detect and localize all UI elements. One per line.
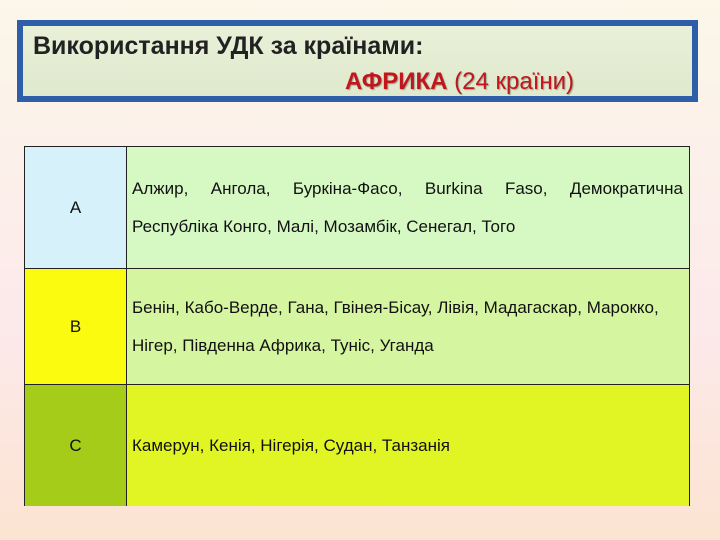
subtitle-region: АФРИКА bbox=[345, 68, 448, 95]
countries-list-a: Алжир, Ангола, Буркіна-Фасо, Burkina Faso, Демократична Республіка Конго, Малі, Мозамбік, Сенегал, Того bbox=[132, 178, 683, 236]
category-letter-c: C bbox=[25, 385, 127, 506]
category-table bbox=[24, 146, 690, 506]
countries-list-b: Бенін, Кабо-Верде, Гана, Гвінея-Бісау, Лівія, Мадагаскар, Марокко, Нігер, Південна Африка, Туніс, Уганда bbox=[132, 298, 659, 355]
slide-title: Використання УДК за країнами: bbox=[33, 32, 424, 60]
countries-cell-c bbox=[127, 385, 689, 506]
countries-cell-a bbox=[127, 147, 689, 268]
table-row-c bbox=[25, 384, 689, 506]
table-row-b bbox=[25, 268, 689, 385]
countries-cell-b bbox=[127, 269, 689, 385]
title-box bbox=[17, 20, 698, 102]
countries-list-c: Камерун, Кенія, Нігерія, Судан, Танзанія bbox=[132, 435, 450, 455]
category-letter-b: B bbox=[25, 269, 127, 385]
table-row-a bbox=[25, 147, 689, 268]
subtitle-count: (24 країни) bbox=[447, 68, 575, 95]
title-panel bbox=[23, 26, 692, 96]
slide-subtitle bbox=[345, 68, 574, 96]
category-letter-a: A bbox=[25, 147, 127, 268]
